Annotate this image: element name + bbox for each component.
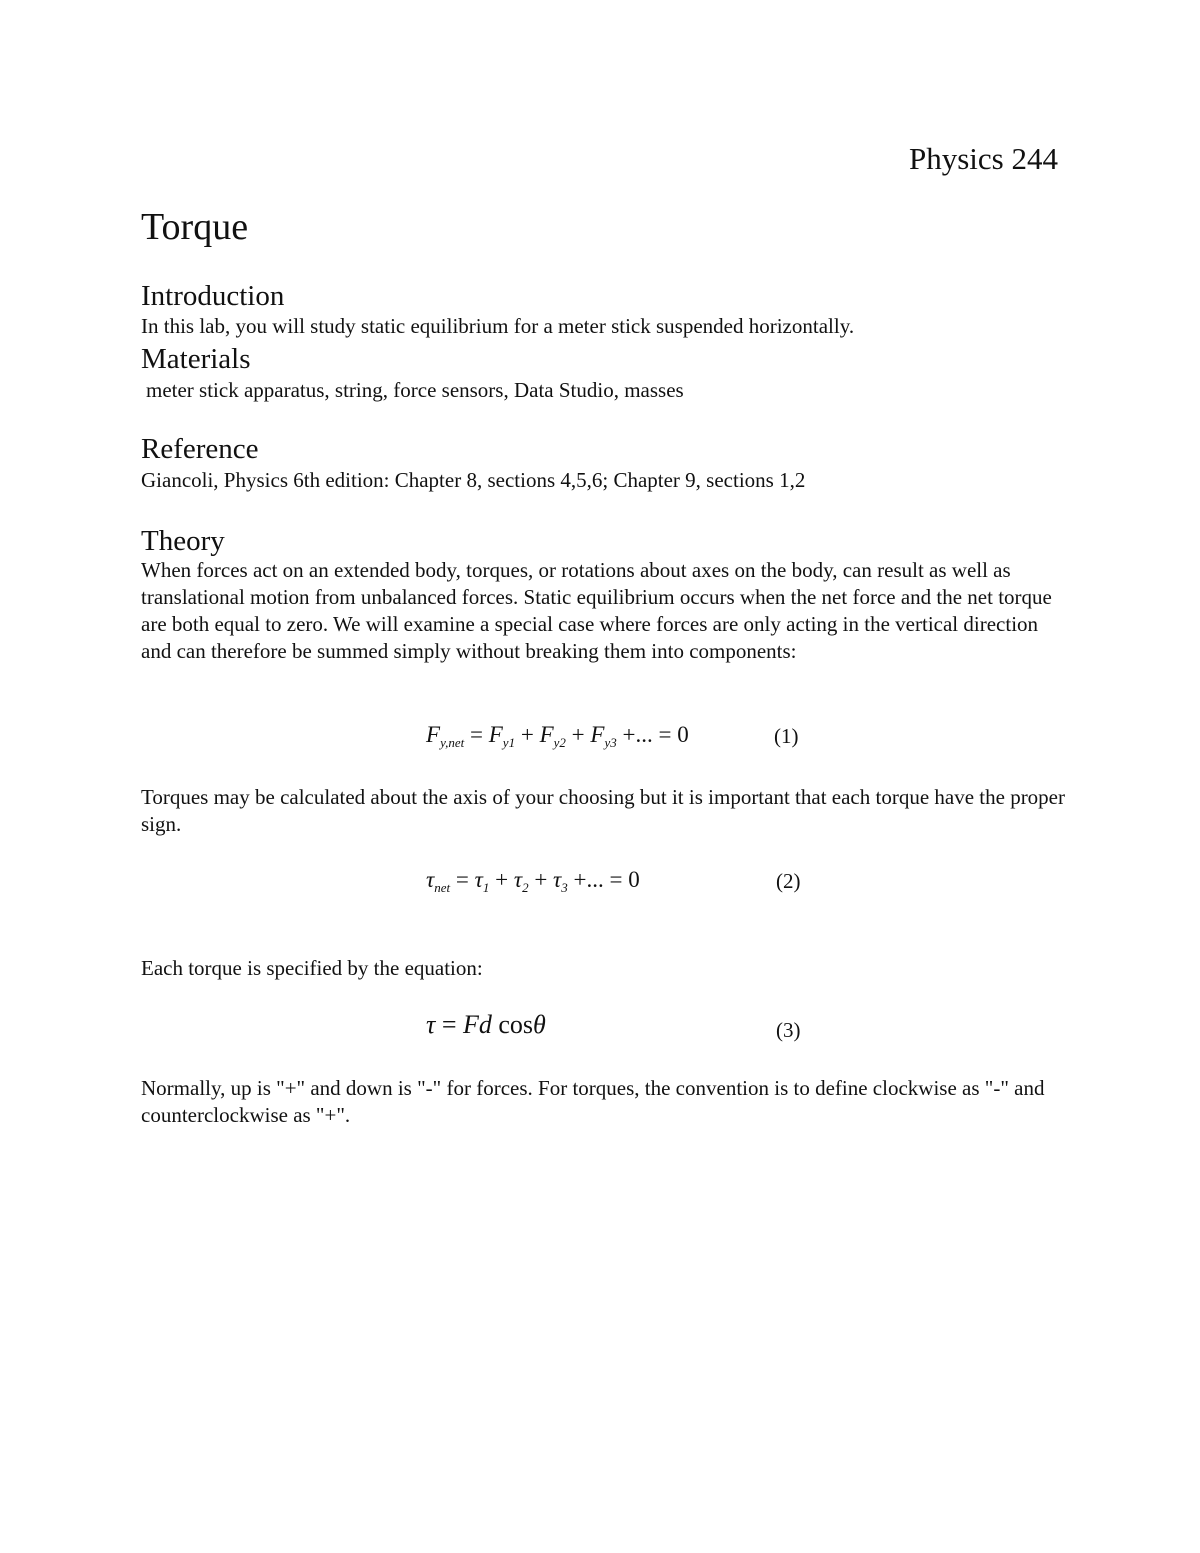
reference-heading: Reference — [141, 433, 259, 465]
eq1-plus-3: + — [622, 722, 636, 747]
eq1-plus-1: + — [520, 722, 534, 747]
eq1-net-subscript: y,net — [440, 735, 465, 750]
eq1-force-3: F — [590, 722, 605, 747]
eq2-net-subscript: net — [434, 880, 451, 895]
eq3-theta: θ — [533, 1010, 546, 1039]
page-title: Torque — [141, 206, 249, 248]
eq1-plus-2: + — [571, 722, 585, 747]
course-label: Physics 244 — [909, 141, 1058, 176]
reference-text: Giancoli, Physics 6th edition: Chapter 8, sections 4,5,6; Chapter 9, sections 1,2 — [141, 468, 806, 492]
eq3-cosine: cos — [498, 1010, 534, 1039]
eq2-subscript-2: 2 — [522, 880, 529, 895]
theory-paragraph-2: Torques may be calculated about the axis of your choosing but it is important that each torque have the proper sign. — [141, 785, 1065, 836]
eq2-tau-symbol: τ — [426, 867, 435, 892]
eq2-equals: = — [455, 867, 469, 892]
theory-heading: Theory — [141, 525, 225, 557]
equation-number-1: (1) — [774, 724, 799, 748]
theory-paragraph-3: Each torque is specified by the equation: — [141, 956, 483, 980]
eq2-plus-1: + — [495, 867, 509, 892]
eq2-plus-3: + — [573, 867, 587, 892]
equation-net-force — [426, 720, 689, 750]
eq2-tau-2: τ — [513, 867, 523, 892]
theory-paragraph-1: When forces act on an extended body, torques, or rotations about axes on the body, can result as well as translational motion from unbalanced forces. Static equilibrium occurs when the net force and the net torque are both equal to zero. We will examine a special case where forces are only acting in the vertical direction and can therefore be summed simply without breaking them into components: — [141, 558, 1052, 663]
eq2-tau-3: τ — [553, 867, 562, 892]
eq2-tau-1: τ — [474, 867, 483, 892]
materials-heading: Materials — [141, 343, 251, 375]
equation-net-torque — [426, 865, 640, 895]
eq2-plus-2: + — [534, 867, 548, 892]
equation-number-2: (2) — [776, 869, 801, 893]
eq2-subscript-1: 1 — [482, 880, 490, 895]
eq1-subscript-3: y3 — [604, 735, 617, 750]
eq1-equals: = — [470, 722, 483, 747]
eq2-subscript-3: 3 — [561, 880, 568, 895]
eq3-equals: = — [441, 1010, 457, 1039]
eq1-subscript-2: y2 — [553, 735, 566, 750]
materials-text: meter stick apparatus, string, force sensors, Data Studio, masses — [146, 378, 684, 402]
equation-torque-definition — [426, 1010, 546, 1040]
eq3-tau: τ — [426, 1010, 436, 1039]
eq1-subscript-1: y1 — [502, 735, 516, 750]
eq1-force-2: F — [539, 722, 554, 747]
theory-paragraph-4: Normally, up is "+" and down is "-" for forces. For torques, the convention is to define clockwise as "-" and counterclockwise as "+". — [141, 1076, 1045, 1127]
eq1-force-symbol: F — [426, 722, 441, 747]
eq1-tail: ... = 0 — [635, 722, 689, 747]
equation-number-3: (3) — [776, 1018, 801, 1042]
eq3-force-distance: Fd — [462, 1010, 492, 1039]
eq2-tail: ... = 0 — [586, 867, 640, 892]
eq1-force-1: F — [488, 722, 503, 747]
introduction-heading: Introduction — [141, 280, 285, 312]
introduction-text: In this lab, you will study static equilibrium for a meter stick suspended horizontally. — [141, 314, 855, 338]
